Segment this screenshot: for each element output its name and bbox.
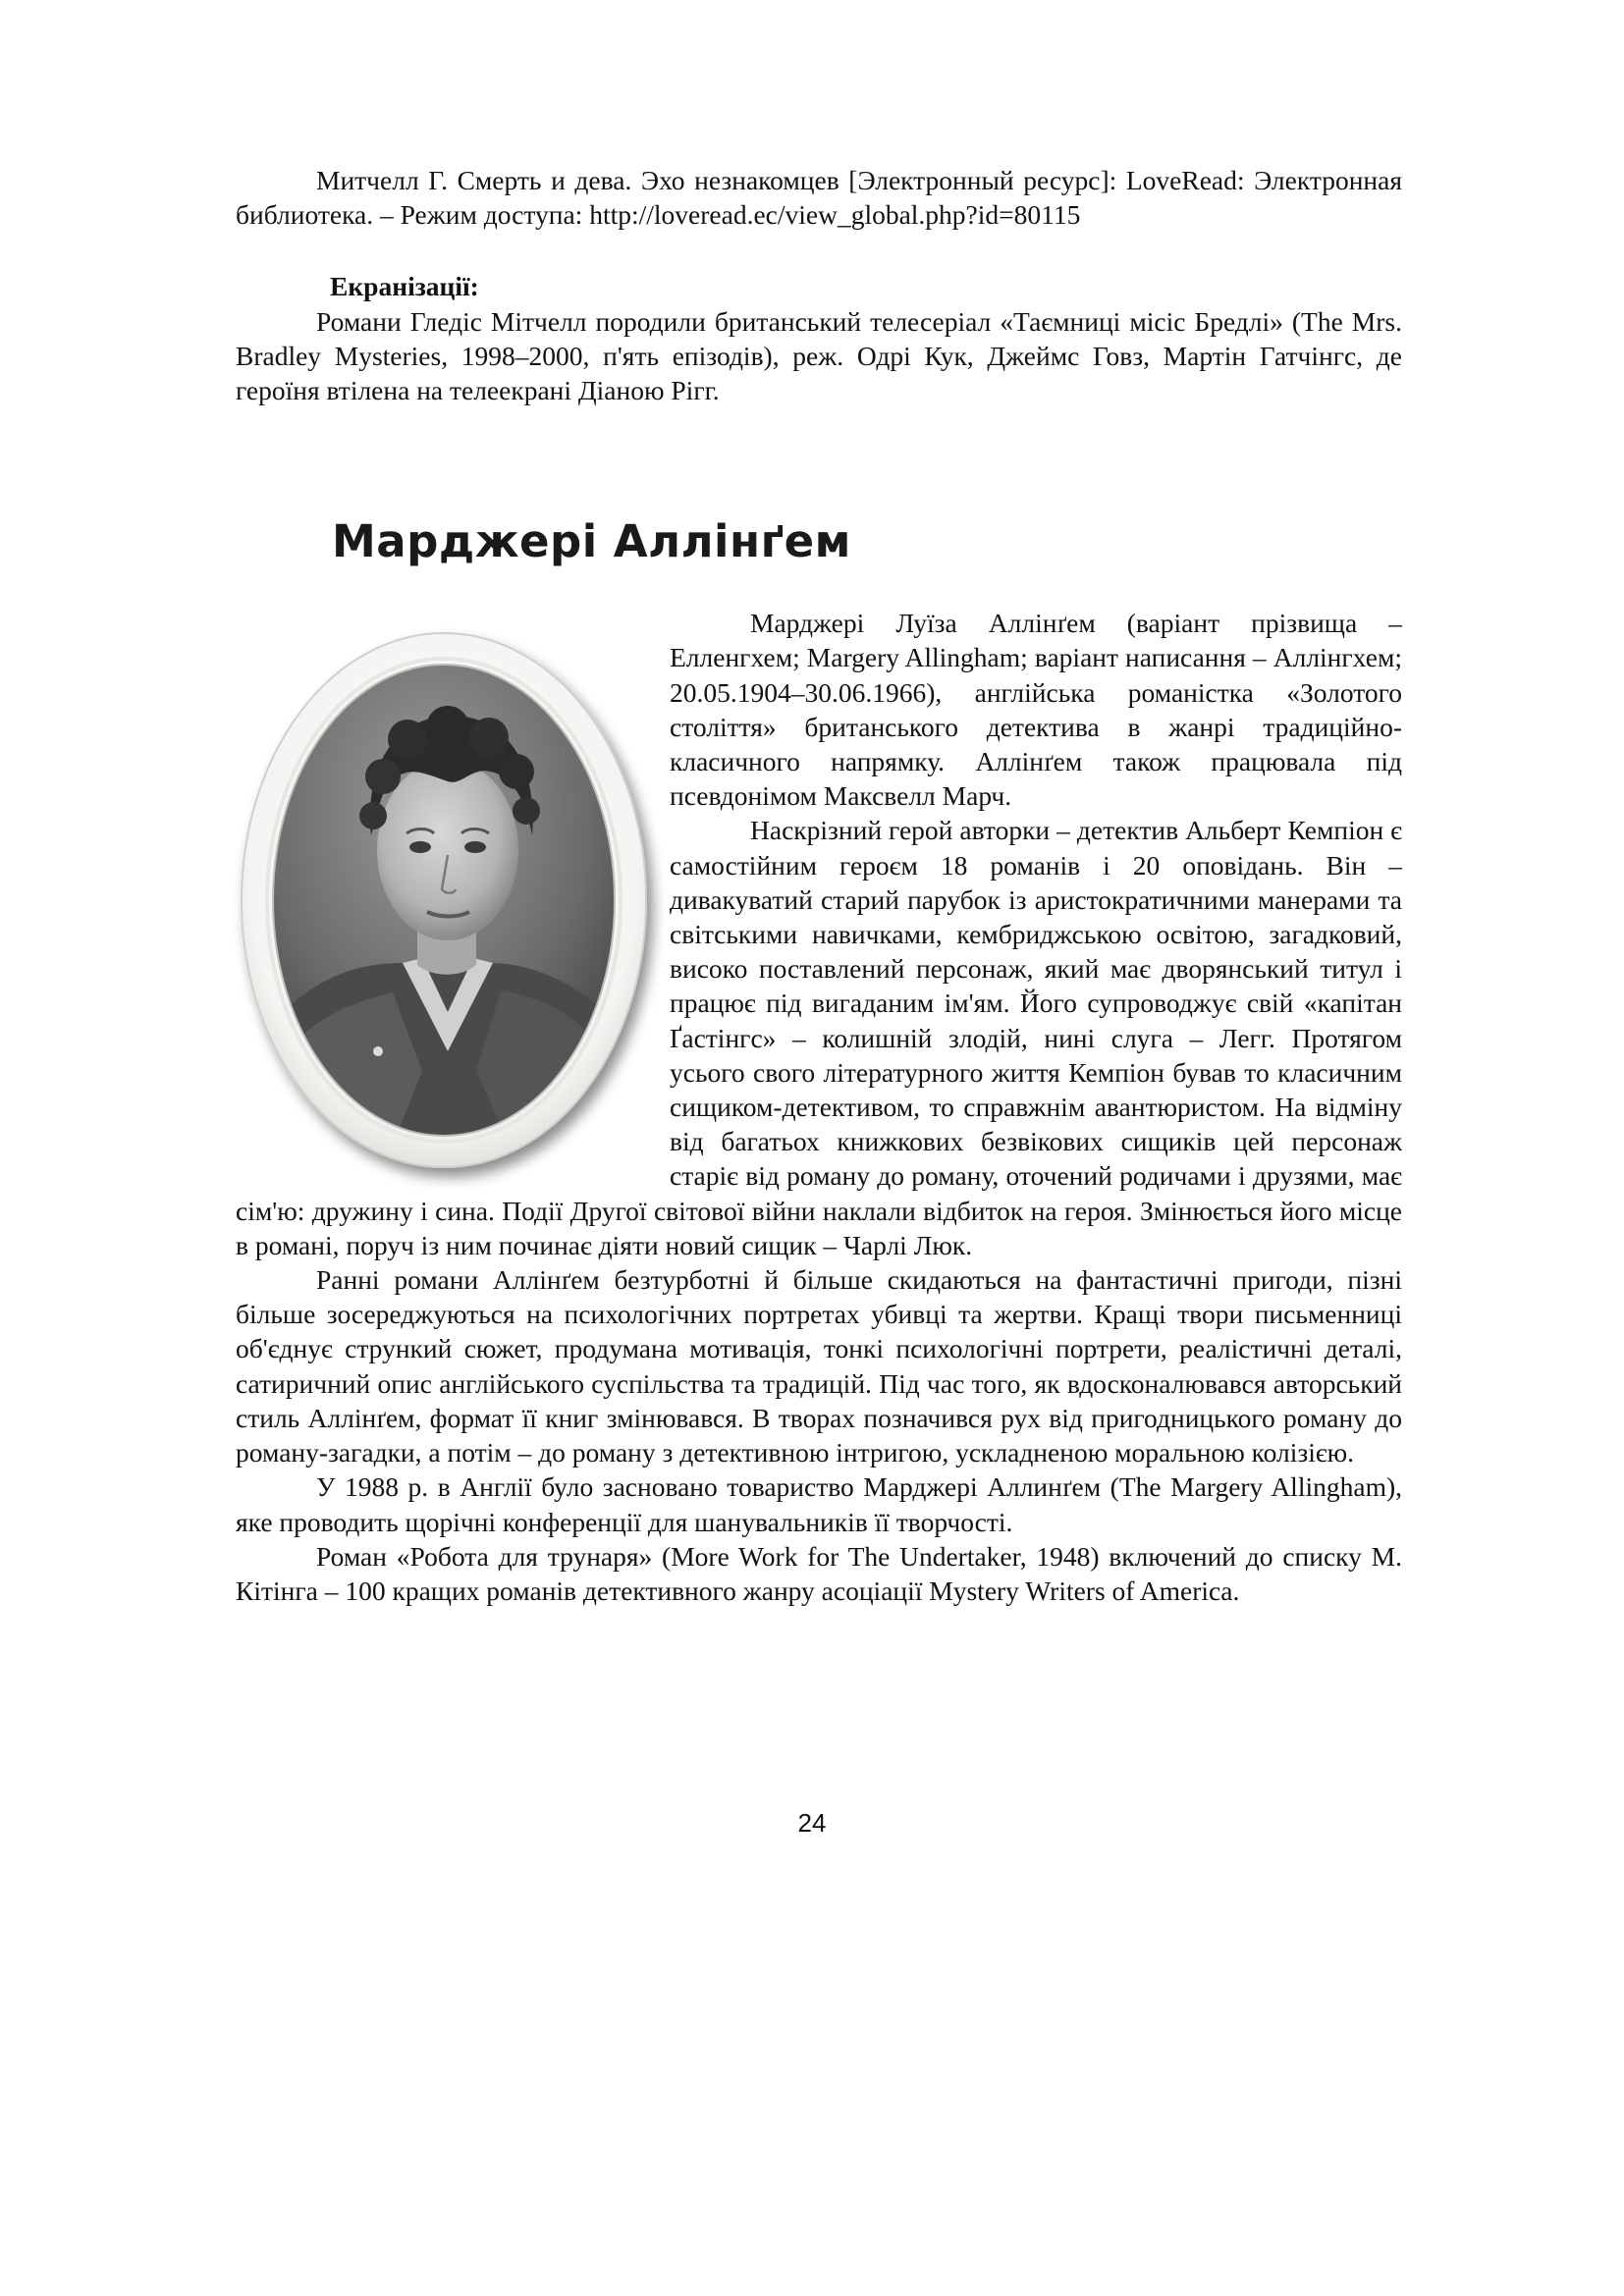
oval-frame-photo bbox=[226, 619, 670, 1189]
page-content bbox=[236, 163, 1402, 1608]
body-paragraph-1: Марджері Луїза Аллінґем (варіант прізвища – Елленгхем; Margery Allingham; варіант написання – Аллінгхем; 20.05.1904–30.06.1966), англійська романістка «Золотого століття» британського детектива в жанрі традиційно-класичного напрямку. Аллінґем також працювала під псевдонімом Максвелл Марч. bbox=[670, 608, 1402, 812]
page-number: 24 bbox=[797, 1808, 827, 1838]
body-paragraph-5: Роман «Робота для трунаря» (More Work for The Undertaker, 1948) включений до списку М. Кітінга – 100 кращих романів детективного жанру асоціації Mystery Writers of America. bbox=[236, 1540, 1402, 1606]
section-title: Марджері Аллінґем bbox=[332, 515, 851, 568]
body-paragraph-3: Ранні романи Аллінґем безтурботні й більше скидаються на фантастичні пригоди, пізні більше зосереджуються на психологічних портретах убивці та жертви. Кращі твори письменниці об'єднує стрункий сюжет, продумана мотивація, тонкі психологічні портрети, реалістичні деталі, сатиричний опис англійського суспільства та традицій. Під час того, як вдосконалювався авторський стиль Аллінґем, формат її книг змінювався. В творах позначився рух від пригодницького роману до роману-загадки, а потім – до роману з детективною інтригою, ускладненою моральною колізією. bbox=[236, 1264, 1402, 1468]
body-paragraph-2: Наскрізний герой авторки – детектив Альберт Кемпіон є самостійним героєм 18 романів і 20 оповідань. Він – дивакуватий старий парубок із аристократичними манерами та світськими навичками, кембриджською освітою, загадковий, високо поставлений персонаж, який має дворянський титул і працює під вигаданим ім'ям. Його супроводжує свій «капітан Ґастінгс» – колишній злодій, нині слуга – Легг. Протягом усього свого літературного життя Кемпіон бував то класичним сищиком-детективом, то справжнім авантюристом. На відміну від багатьох книжкових безвікових сищиків цей персонаж старіє від роману до роману, оточений родичами і друзями, має сім'ю: дружину і сина. Події Другої світової війни наклали відбиток на героя. Змінюється його місце в романі, поруч із ним починає діяти новий сищик – Чарлі Люк. bbox=[236, 815, 1402, 1260]
adaptations-heading: Екранізації: bbox=[330, 271, 479, 302]
reference-entry: Митчелл Г. Смерть и дева. Эхо незнакомцев [Электронный ресурс]: LoveRead: Электронная библиотека. – Режим доступа: http://loveread.ec/view_global.php?id=80115 bbox=[236, 165, 1402, 231]
author-portrait bbox=[226, 619, 670, 1189]
body-paragraph-4: У 1988 р. в Англії було засновано товариство Марджері Аллинґем (The Margery Allingham), яке проводить щорічні конференції для шанувальників її творчості. bbox=[236, 1471, 1402, 1537]
adaptations-paragraph: Романи Гледіс Мітчелл породили британський телесеріал «Таємниці місіс Бредлі» (The Mrs. Bradley Mysteries, 1998–2000, п'ять епізодів), реж. Одрі Кук, Джеймс Говз, Мартін Гатчінгс, де героїня втілена на телеекрані Діаною Рігг. bbox=[236, 305, 1402, 406]
